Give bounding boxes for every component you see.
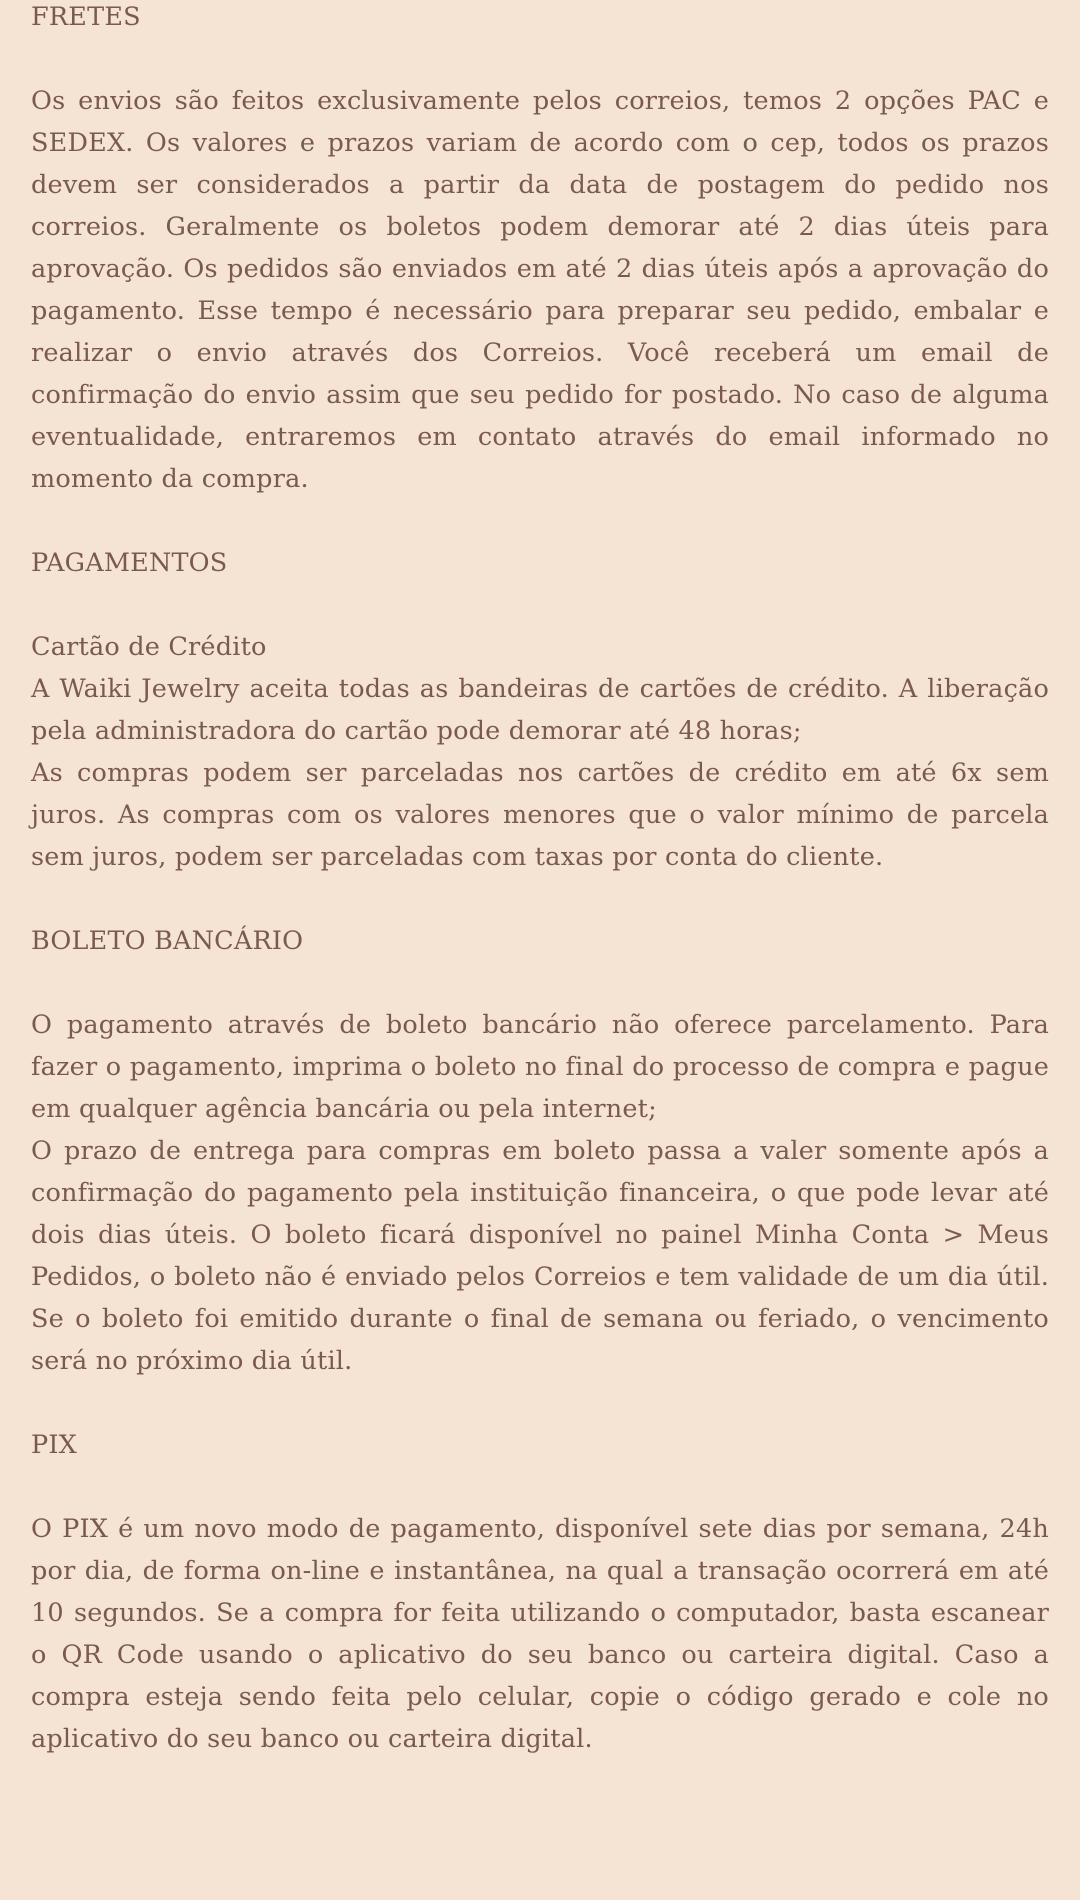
boleto-paragraph-2: O prazo de entrega para compras em boleto passa a valer somente após a confirmação do pagamento pela instituição financeira, o que pode levar até dois dias úteis. O boleto ficará disponível no painel Minha Conta > Meus Pedidos, o boleto não é enviado pelos Correios e tem validade de um dia útil. Se o boleto foi emitido durante o final de semana ou feriado, o vencimento será no próximo dia útil.	[31, 1136, 1049, 1376]
policy-content	[31, 0, 1049, 1760]
spacer	[31, 878, 1049, 920]
spacer	[31, 962, 1049, 1004]
credit-card-subtitle: Cartão de Crédito	[31, 632, 267, 662]
spacer	[31, 1466, 1049, 1508]
pix-paragraph: O PIX é um novo modo de pagamento, disponível sete dias por semana, 24h por dia, de forma on-line e instantânea, na qual a transação ocorrerá em até 10 segundos. Se a compra for feita utilizando o computador, basta escanear o QR Code usando o aplicativo do seu banco ou carteira digital. Caso a compra esteja sendo feita pelo celular, copie o código gerado e cole no aplicativo do seu banco ou carteira digital.	[31, 1514, 1049, 1754]
pagamentos-heading: PAGAMENTOS	[31, 548, 228, 578]
fretes-heading: FRETES	[31, 2, 141, 32]
fretes-paragraph: Os envios são feitos exclusivamente pelos correios, temos 2 opções PAC e SEDEX. Os valores e prazos variam de acordo com o cep, todos os prazos devem ser considerados a partir da data de postagem do pedido nos correios. Geralmente os boletos podem demorar até 2 dias úteis para aprovação. Os pedidos são enviados em até 2 dias úteis após a aprovação do pagamento. Esse tempo é necessário para preparar seu pedido, embalar e realizar o envio através dos Correios. Você receberá um email de confirmação do envio assim que seu pedido for postado. No caso de alguma eventualidade, entraremos em contato através do email informado no momento da compra.	[31, 86, 1049, 494]
boleto-heading: BOLETO BANCÁRIO	[31, 926, 304, 956]
boleto-paragraph-1: O pagamento através de boleto bancário não oferece parcelamento. Para fazer o pagamento, imprima o boleto no final do processo de compra e pague em qualquer agência bancária ou pela internet;	[31, 1010, 1049, 1124]
spacer	[31, 584, 1049, 626]
spacer	[31, 500, 1049, 542]
spacer	[31, 1382, 1049, 1424]
spacer	[31, 38, 1049, 80]
credit-card-paragraph-1: A Waiki Jewelry aceita todas as bandeiras de cartões de crédito. A liberação pela administradora do cartão pode demorar até 48 horas;	[31, 674, 1049, 746]
pix-heading: PIX	[31, 1430, 77, 1460]
credit-card-paragraph-2: As compras podem ser parceladas nos cartões de crédito em até 6x sem juros. As compras com os valores menores que o valor mínimo de parcela sem juros, podem ser parceladas com taxas por conta do cliente.	[31, 758, 1049, 872]
